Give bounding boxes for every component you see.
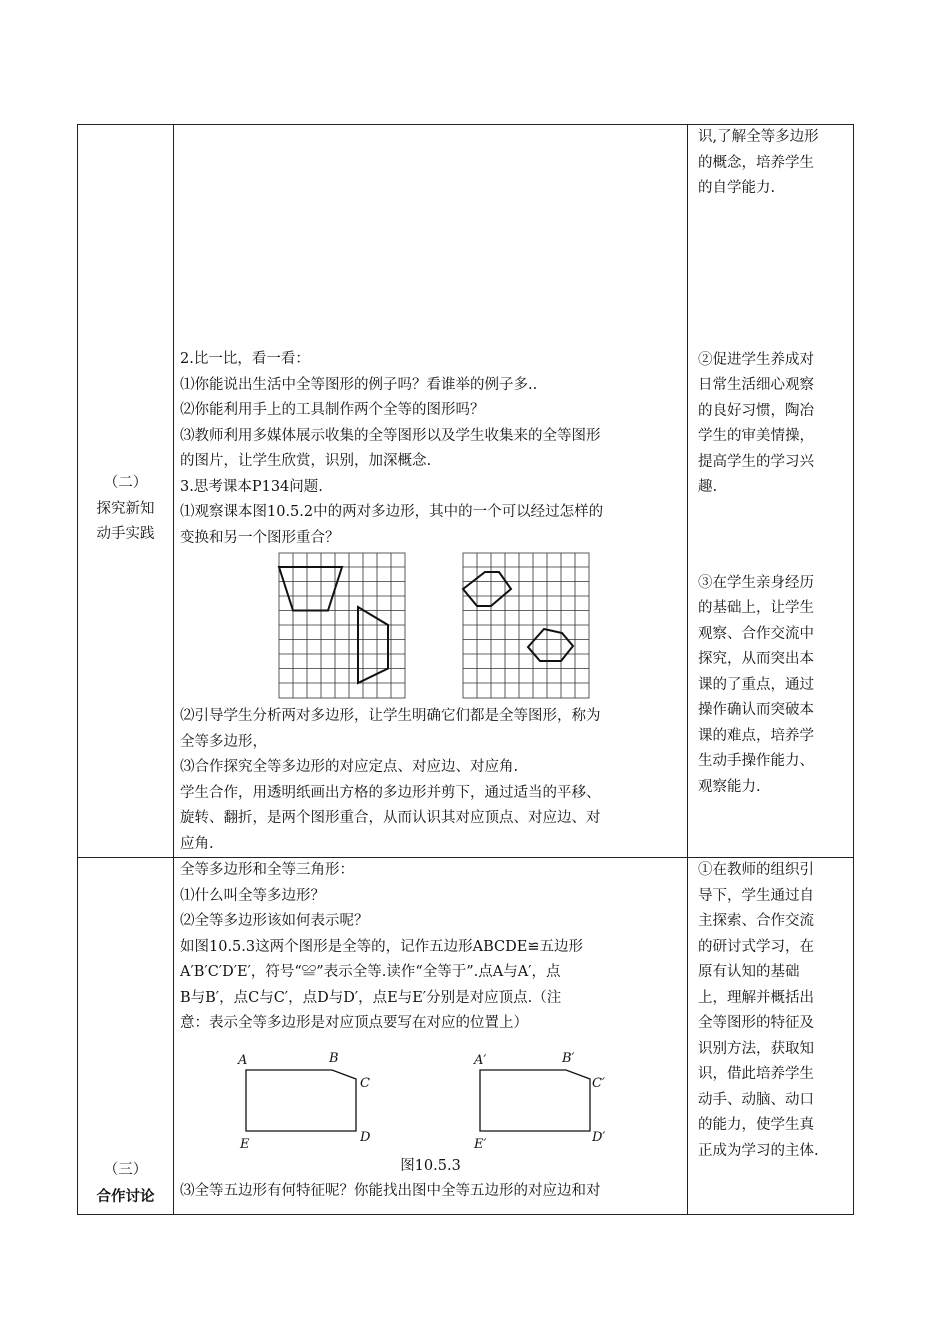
activity-text <box>174 858 687 1037</box>
text-line: ①在教师的组织引 <box>698 862 814 878</box>
purpose-cell <box>688 858 854 1215</box>
text-line: 意：表示全等多边形是对应顶点要写在对应的位置上） <box>180 1015 528 1031</box>
vertex-label: A′ <box>474 1052 487 1068</box>
text-line: 的能力，使学生真 <box>698 1117 814 1133</box>
purpose-text <box>688 858 853 1164</box>
vertex-label: E <box>240 1136 250 1152</box>
text-line: ⑶全等五边形有何特征呢？你能找出图中全等五边形的对应边和对 <box>180 1182 601 1199</box>
text-line: ⑵你能利用手上的工具制作两个全等的图形吗？ <box>180 402 485 418</box>
text-line: 的概念，培养学生 <box>698 154 814 171</box>
text-line: 的良好习惯，陶冶 <box>698 402 814 419</box>
text-line: ③在学生亲身经历 <box>698 574 814 591</box>
text-line: 导下，学生通过自 <box>698 887 814 904</box>
purpose-text-mid <box>688 348 853 501</box>
vertex-label: D <box>360 1129 371 1145</box>
text-line: 识别方法，获取知 <box>698 1040 814 1057</box>
text-line: 识，借此培养学生 <box>698 1066 814 1082</box>
text-line: 全等多边形， <box>180 733 267 750</box>
pentagon-abcde <box>246 1070 356 1131</box>
text-line: 主探索、合作交流 <box>698 913 814 929</box>
text-line: 的图片，让学生欣赏，识别，加深概念. <box>180 453 432 469</box>
vertex-label: D′ <box>592 1129 606 1145</box>
stage-cell <box>78 125 174 858</box>
text-line: ⑶教师利用多媒体展示收集的全等图形以及学生收集来的全等图形 <box>180 427 601 444</box>
stage-number: （二） <box>103 475 148 491</box>
text-line: 日常生活细心观察 <box>698 377 814 393</box>
text-line: 2.比一比，看一看： <box>180 351 310 367</box>
text-line: 原有认知的基础 <box>698 964 800 980</box>
text-line: 正成为学习的主体. <box>698 1142 819 1159</box>
stage-name-line: 探究新知 <box>96 500 155 517</box>
text-line: 课的难点，培养学 <box>698 727 814 744</box>
text-line: 学生合作，用透明纸画出方格的多边形并剪下，通过适当的平移、 <box>180 784 601 801</box>
text-line: 观察、合作交流中 <box>698 625 814 642</box>
text-line: 操作确认而突破本 <box>698 702 814 718</box>
stage-cell <box>78 858 174 1215</box>
figure-caption: 图10.5.3 <box>400 1157 461 1174</box>
text-line: 生动手操作能力、 <box>698 753 814 769</box>
stage-number: （三） <box>103 1162 148 1178</box>
trapezoid-shape <box>279 567 342 611</box>
grid-polygons-figure <box>174 551 687 704</box>
text-line: 识,了解全等多边形 <box>698 129 819 145</box>
text-line: 提高学生的学习兴 <box>698 453 814 470</box>
text-line: 如图10.5.3这两个图形是全等的，记作五边形ABCDE≌五边形 <box>180 938 583 955</box>
text-line: 应角. <box>180 835 214 852</box>
pentagon-abcde-prime <box>480 1070 590 1131</box>
purpose-text-top <box>688 125 853 202</box>
lesson-plan-table <box>77 124 854 1215</box>
activity-cell <box>174 125 688 858</box>
text-line: 动手、动脑、动口 <box>698 1091 814 1108</box>
text-line: ⑴什么叫全等多边形？ <box>180 887 325 904</box>
text-line: 的自学能力. <box>698 180 776 196</box>
text-line: ⑵全等多边形该如何表示呢？ <box>180 913 369 929</box>
pentagon-shape <box>463 572 511 606</box>
purpose-cell <box>688 125 854 858</box>
pentagon-rotated-shape <box>528 629 573 661</box>
vertex-label: A <box>238 1052 248 1068</box>
vertex-label: B′ <box>562 1050 575 1066</box>
text-line: 3.思考课本P134问题. <box>180 478 323 495</box>
stage-name-line: 合作讨论 <box>96 1187 155 1205</box>
text-line: 的研讨式学习，在 <box>698 938 814 955</box>
text-line: 旋转、翻折，是两个图形重合，从而认识其对应顶点、对应边、对 <box>180 810 601 826</box>
vertex-label: C <box>360 1075 370 1091</box>
text-line: ②促进学生养成对 <box>698 351 814 368</box>
purpose-text-bottom <box>688 571 853 801</box>
activity-text <box>174 347 687 551</box>
text-line: 上，理解并概括出 <box>698 989 814 1006</box>
text-line: 学生的审美情操， <box>698 428 814 444</box>
text-line: 全等图形的特征及 <box>698 1015 814 1031</box>
text-line: A′B′C′D′E′，符号“≌”表示全等.读作“全等于”.点A与A′，点 <box>180 964 561 980</box>
text-line: ⑶合作探究全等多边形的对应定点、对应边、对应角. <box>180 759 519 775</box>
activity-cell <box>174 858 688 1215</box>
vertex-label: C′ <box>592 1075 605 1091</box>
text-line: ⑴观察课本图10.5.2中的两对多边形，其中的一个可以经过怎样的 <box>180 504 604 520</box>
vertex-label: E′ <box>474 1136 487 1152</box>
text-line: 探究，从而突出本 <box>698 651 814 667</box>
text-line: 的基础上，让学生 <box>698 600 814 616</box>
table-row <box>78 125 854 858</box>
text-line: 课的了重点，通过 <box>698 676 814 693</box>
grid-left <box>279 553 405 698</box>
text-line: ⑵引导学生分析两对多边形，让学生明确它们都是全等图形，称为 <box>180 708 601 724</box>
text-line: ⑴你能说出生活中全等图形的例子吗？看谁举的例子多.. <box>180 376 538 393</box>
stage-name-line: 动手实践 <box>96 526 155 542</box>
congruent-pentagons-figure <box>174 1037 687 1155</box>
text-line: B与B′，点C与C′，点D与D′，点E与E′分别是对应顶点.（注 <box>180 989 562 1006</box>
right-polygons <box>463 572 573 661</box>
text-line: 趣. <box>698 479 718 495</box>
text-line: 变换和另一个图形重合？ <box>180 529 340 546</box>
vertex-label: B <box>329 1050 339 1066</box>
activity-text <box>174 704 687 857</box>
text-line: 观察能力. <box>698 778 761 795</box>
text-line: 全等多边形和全等三角形： <box>180 862 354 878</box>
table-row <box>78 858 854 1215</box>
trapezoid-rotated-shape <box>358 607 388 683</box>
